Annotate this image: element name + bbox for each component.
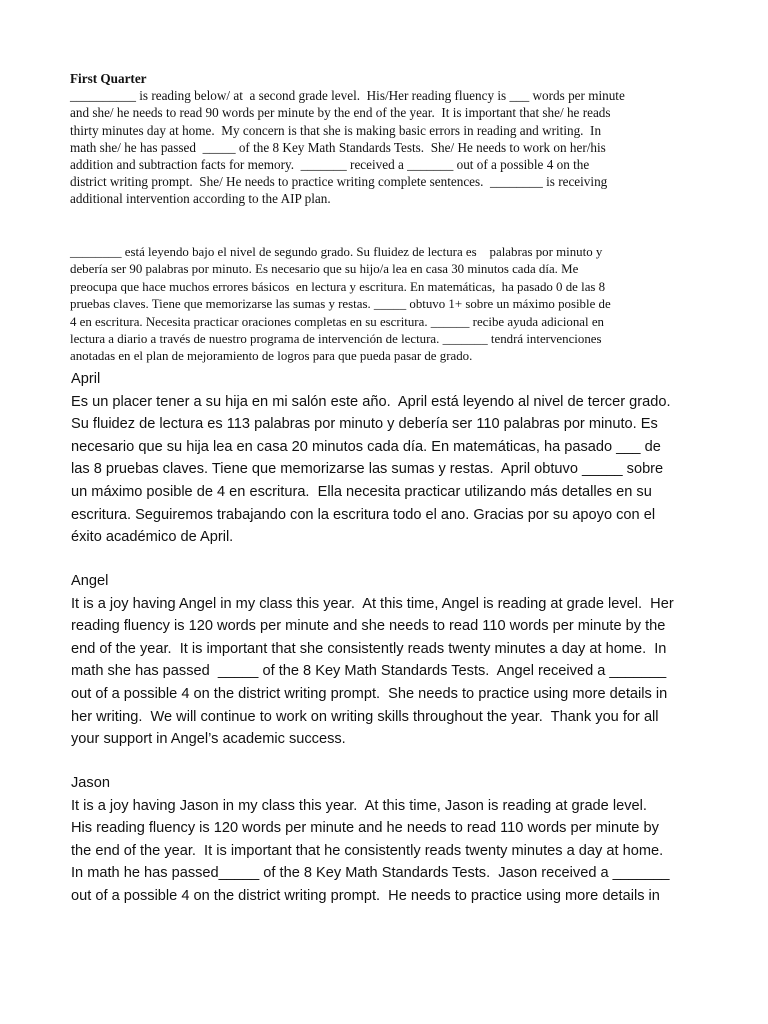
comment-line: Su fluidez de lectura es 113 palabras por minuto y debería ser 110 palabras por minuto. Es <box>71 416 658 433</box>
spanish-template <box>70 244 700 366</box>
student-name: Angel <box>71 573 109 589</box>
template-line: addition and subtraction facts for memory. _______ received a _______ out of a possible 4 on the <box>70 157 590 173</box>
comment-line: math she has passed _____ of the 8 Key Math Standards Tests. Angel received a _______ <box>71 663 667 680</box>
template-line: math she/ he has passed _____ of the 8 Key Math Standards Tests. She/ He needs to work on her/his <box>70 139 606 155</box>
comment-line: escritura. Seguiremos trabajando con la escritura todo el ano. Gracias por su apoyo con el <box>71 506 656 523</box>
student-section-april <box>71 368 711 549</box>
template-line: district writing prompt. She/ He needs to practice writing complete sentences. ________ is receiving <box>70 174 608 190</box>
template-line: and she/ he needs to read 90 words per minute by the end of the year. It is important that she/ he reads <box>70 105 611 121</box>
comment-line: necesario que su hija lea en casa 20 minutos cada día. En matemáticas, ha pasado ___ de <box>71 438 661 455</box>
comment-line: las 8 pruebas claves. Tiene que memorizarse las sumas y restas. April obtuvo _____ sobre <box>71 461 664 478</box>
comment-line: the end of the year. It is important that he consistently reads twenty minutes a day at home. <box>71 842 664 859</box>
comment-line: His reading fluency is 120 words per minute and he needs to read 110 words per minute by <box>71 820 659 837</box>
comment-line: It is a joy having Angel in my class this year. At this time, Angel is reading at grade level. Her <box>71 595 674 612</box>
template-line: __________ is reading below/ at a second grade level. His/Her reading fluency is ___ words per minute <box>70 88 625 104</box>
comment-line: reading fluency is 120 words per minute and she needs to read 110 words per minute by the <box>71 618 666 635</box>
comment-line: out of a possible 4 on the district writing prompt. He needs to practice using more details in <box>71 887 660 904</box>
student-name: April <box>71 371 101 387</box>
comment-line: un máximo posible de 4 en escritura. Ella necesita practicar utilizando más detalles en su <box>71 483 652 500</box>
template-line: thirty minutes day at home. My concern is that she is making basic errors in reading and writing. In <box>70 122 602 138</box>
spanish-line: debería ser 90 palabras por minuto. Es necesario que su hijo/a lea en casa 30 minutos cada día. Me <box>70 262 579 277</box>
student-section-angel <box>71 570 711 751</box>
student-name: Jason <box>71 775 110 791</box>
first-quarter-template <box>70 70 700 208</box>
spanish-line: pruebas claves. Tiene que memorizarse las sumas y restas. _____ obtuvo 1+ sobre un máximo posible de <box>70 297 611 312</box>
spanish-line: ________ está leyendo bajo el nivel de segundo grado. Su fluidez de lectura es palabras por minuto y <box>70 245 603 259</box>
comment-line: Es un placer tener a su hija en mi salón este año. April está leyendo al nivel de tercer grado. <box>71 393 671 410</box>
template-line: additional intervention according to the AIP plan. <box>70 191 331 207</box>
spanish-line: anotadas en el plan de mejoramiento de logros para que pueda pasar de grado. <box>70 349 473 364</box>
section-heading: First Quarter <box>70 71 147 86</box>
comment-line: her writing. We will continue to work on writing skills throughout the year. Thank you for all <box>71 708 659 725</box>
comment-line: éxito académico de April. <box>71 529 234 546</box>
comment-line: end of the year. It is important that she consistently reads twenty minutes a day at home. In <box>71 640 667 657</box>
spanish-line: preocupa que hace muchos errores básicos en lectura y escritura. En matemáticas, ha pasado 0 de las 8 <box>70 279 606 294</box>
student-section-jason <box>71 772 711 908</box>
spanish-line: 4 en escritura. Necesita practicar oraciones completas en su escritura. ______ recibe ayuda adicional en <box>70 314 605 329</box>
comment-line: It is a joy having Jason in my class this year. At this time, Jason is reading at grade level. <box>71 797 647 814</box>
spanish-line: lectura a diario a través de nuestro programa de intervención de lectura. _______ tendrá intervenciones <box>70 332 602 347</box>
comment-line: out of a possible 4 on the district writing prompt. She needs to practice using more details in <box>71 685 668 702</box>
comment-line: In math he has passed_____ of the 8 Key Math Standards Tests. Jason received a _______ <box>71 865 670 882</box>
comment-line: your support in Angel’s academic success. <box>71 731 346 748</box>
